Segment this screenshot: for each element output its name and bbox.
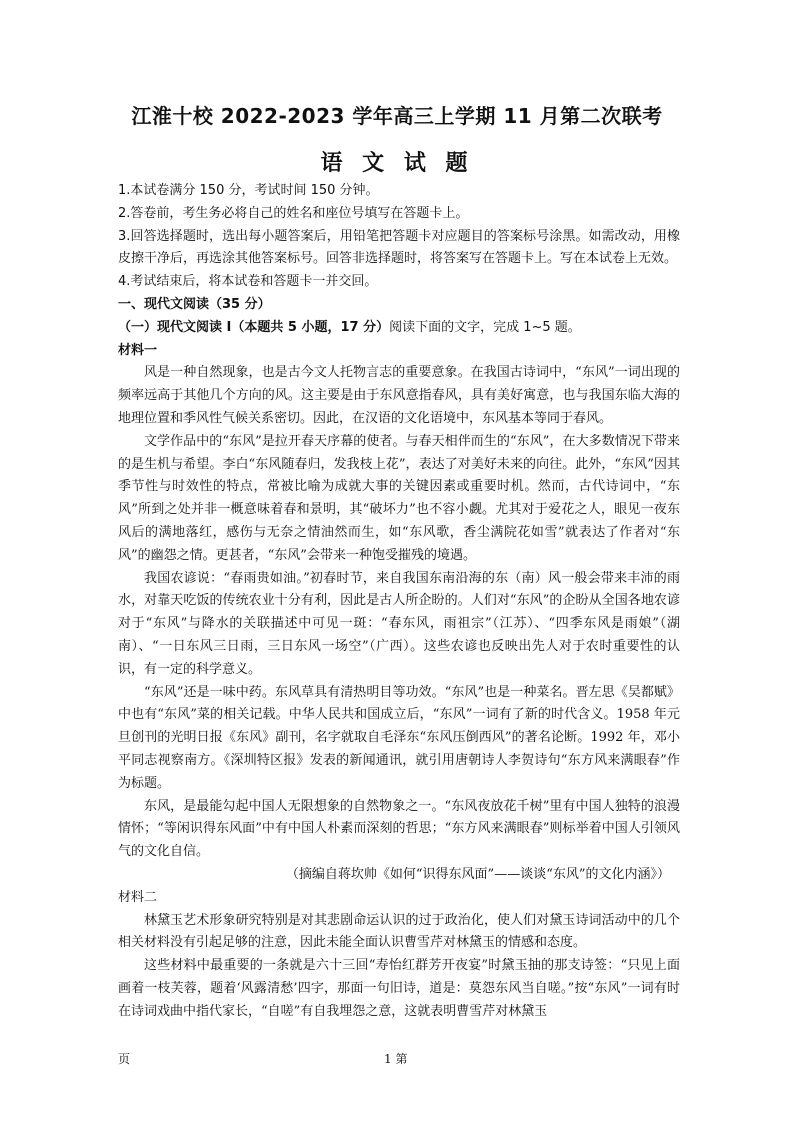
material-1-paragraph: 东风，是最能勾起中国人无限想象的自然物象之一。“东风夜放花千树”里有中国人独特的浪漫情怀；“等闲识得东风面”中有中国人朴素而深刻的哲思；“东方风来满眼春”则标举着中国人引领风气的文化自信。 xyxy=(118,798,680,860)
subsection-rest: 阅读下面的文字，完成 1~5 题。 xyxy=(389,319,581,335)
material-2-paragraph: 林黛玉艺术形象研究特别是对其悲剧命运认识的过于政治化，使人们对黛玉诗词活动中的几个相关材料没有引起足够的注意，因此未能全面认识曹雪芹对林黛玉的情感和态度。 xyxy=(118,912,680,951)
material-1-paragraph: “东风”还是一味中药。东风草具有清热明目等功效。“东风”也是一种菜名。晋左思《吴都赋》中也有“东风”菜的相关记载。中华人民共和国成立后，“东风”一词有了新的时代含义。1958 年元旦创刊的光明日报《东风》副刊，名字就取自毛泽东“东风压倒西风”的著名论断。1992 年，邓小平同志视察南方。《深圳特区报》发表的新闻通讯，就引用唐朝诗人李贺诗句“东方风来满眼春”作为标题。 xyxy=(118,684,680,791)
footer-page-label: 页 xyxy=(118,1052,131,1066)
material-1-paragraph: 文学作品中的“东风”是拉开春天序幕的使者。与春天相伴而生的“东风”，在大多数情况下带来的是生机与希望。李白“东风随春归，发我枝上花”，表达了对美好未来的向往。此外，“东风”因其季节性与时效性的特点，常被比喻为成就大事的关键因素或重要时机。然而，古代诗词中，“东风”所到之处并非一概意味着春和景明，其“破坏力”也不容小觑。尤其对于爱花之人，眼见一夜东风后的满地落红，感伤与无奈之情油然而生，如“东风歌，香尘满院花如雪”就表达了作者对“东风”的幽怨之情。更甚者，“东风”会带来一种饱受摧残的境遇。 xyxy=(118,433,680,563)
section-heading: 一、现代文阅读（35 分） xyxy=(118,296,271,312)
material-1-paragraph: 我国农谚说：“春雨贵如油。”初春时节，来自我国东南沿海的东（南）风一般会带来丰沛的雨水，对靠天吃饭的传统农业十分有利，因此是古人所企盼的。人们对“东风”的企盼从全国各地农谚对于“东风”与降水的关联描述中可见一斑：“春东风，雨祖宗”（江苏）、“四季东风是雨娘”（湖南）、“一日东风三日雨，三日东风一场空”（广西）。这些农谚也反映出先人对于农时重要性的认识，有一定的科学意义。 xyxy=(118,570,680,677)
footer-page-number: 1 第 xyxy=(384,1052,408,1066)
material-1-paragraph: 风是一种自然现象，也是古今文人托物言志的重要意象。在我国古诗词中，“东风”一词出现的频率远高于其他几个方向的风。这主要是由于东风意指春风，具有美好寓意，也与我国东临大海的地理位置和季风性气候关系密切。因此，在汉语的文化语境中，东风基本等同于春风。 xyxy=(118,365,680,426)
exam-subtitle: 语 文 试 题 xyxy=(320,151,474,176)
instruction-3: 3.回答选择题时，选出每小题答案后，用铅笔把答题卡对应题目的答案标号涂黑。如需改动，用橡皮擦干净后，再选涂其他答案标号。回答非选择题时，将答案写在答题卡上。写在本试卷上无效。 xyxy=(118,228,680,267)
material-2-label: 材料二 xyxy=(118,889,158,905)
material-2-paragraph: 这些材料中最重要的一条就是六十三回“寿怡红群芳开夜宴”时黛玉抽的那支诗签：“只见上面画着一枝芙蓉，题着‘风露清愁’四字，那面一句旧诗，道是：莫怨东风当自嗟。”按“东风”一词有时在诗词戏曲中指代家长，“自嗟”有自我埋怨之意，这就表明曹雪芹对林黛玉 xyxy=(118,958,680,1019)
instruction-2: 2.答卷前，考生务必将自己的姓名和座位号填写在答题卡上。 xyxy=(118,205,469,221)
subsection-heading xyxy=(118,317,680,340)
material-1-source: （摘编自蒋坎帅《如何“识得东风面”——谈谈“东风”的文化内涵》） xyxy=(285,866,670,882)
instruction-1: 1.本试卷满分 150 分，考试时间 150 分钟。 xyxy=(118,183,379,198)
document-body xyxy=(118,180,680,1023)
material-1-label: 材料一 xyxy=(118,342,158,358)
instruction-4: 4.考试结束后，将本试卷和答题卡一并交回。 xyxy=(118,274,378,290)
exam-title: 江淮十校 2022-2023 学年高三上学期 11 月第二次联考 xyxy=(131,104,663,128)
subsection-bold: （一）现代文阅读 I（本题共 5 小题，17 分） xyxy=(118,319,390,335)
